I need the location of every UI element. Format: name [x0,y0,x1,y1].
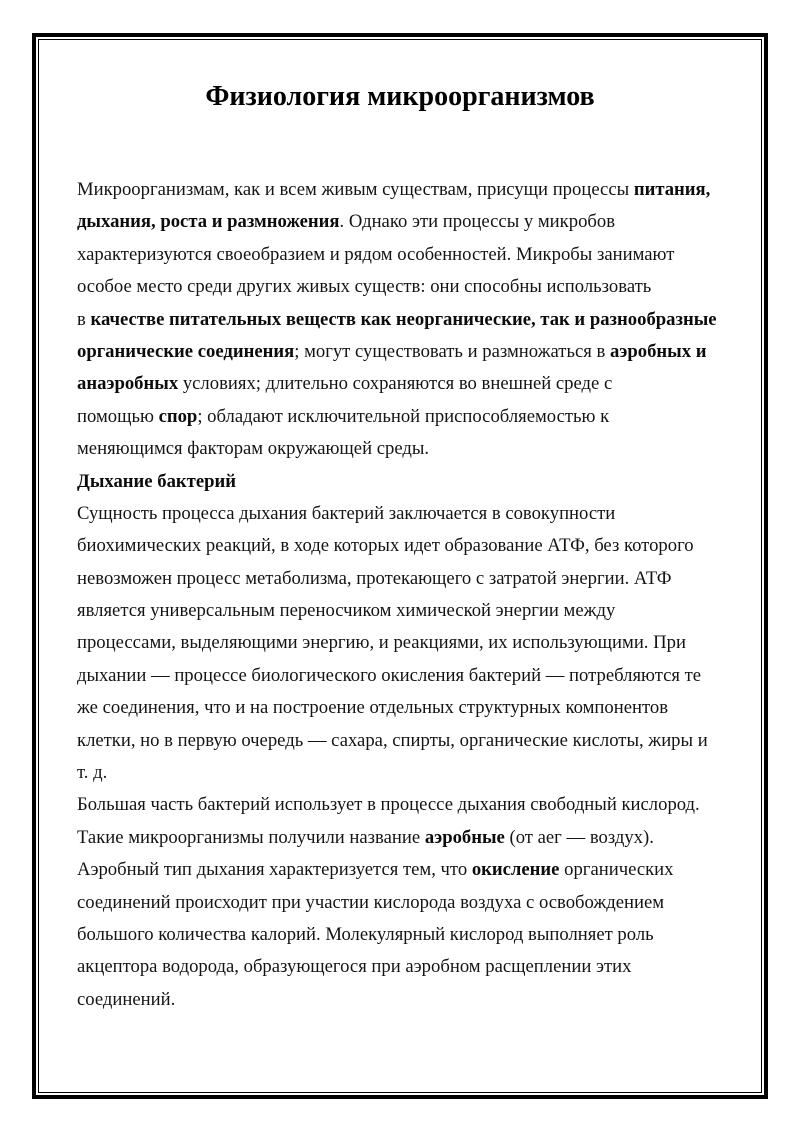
text-run: клетки, но в первую очередь — сахара, спирты, органические кислоты, жиры и [77,729,708,751]
text-run: Такие микроорганизмы получили название [77,826,425,848]
text-run: ; могут существовать и размножаться в [294,340,610,362]
text-run: же соединения, что и на построение отдельных структурных компонентов [77,697,669,719]
text-line [77,984,717,1016]
text-run: соединений происходит при участии кислорода воздуха с освобождением [77,891,665,913]
text-line [77,304,717,336]
text-line [77,433,717,465]
text-line [77,692,717,724]
text-line [77,368,717,400]
text-line [77,951,717,983]
text-line [77,595,717,627]
text-run: невозможен процесс метаболизма, протекающего с затратой энергии. АТФ [77,567,672,589]
text-run: дыхании — процессе биологического окисления бактерий — потребляются те [77,664,702,686]
text-run: большого количества калорий. Молекулярный кислород выполняет роль [77,923,654,945]
bold-text-run: анаэробных [77,373,179,395]
text-run: в [77,308,91,330]
bold-text-run: аэробных и [609,340,707,362]
document-title: Физиология микроорганизмов [205,81,595,112]
text-run: меняющимся факторам окружающей среды. [77,438,430,460]
text-line [77,174,717,206]
text-line [77,627,717,659]
text-run: является универсальным переносчиком химической энергии между [77,600,616,622]
text-run: акцептора водорода, образующегося при аэробном расщеплении этих [77,956,632,978]
text-run: особое место среди других живых существ: они способны использовать [77,276,652,298]
text-run: Аэробный тип дыхания характеризуется тем, что [77,859,472,881]
text-run: Сущность процесса дыхания бактерий заключается в совокупности [77,502,616,524]
bold-text-run: качестве питательных веществ как неорганические, так и разнообразные [90,308,717,330]
text-run: соединений. [77,988,176,1010]
text-line [77,822,717,854]
bold-text-run: окисление [471,859,560,881]
bold-text-run: аэробные [424,826,505,848]
text-line [77,660,717,692]
text-line [77,563,717,595]
text-line [77,919,717,951]
text-run: ; обладают исключительной приспособляемостью к [197,405,610,427]
text-line [77,206,717,238]
text-run: органических [559,859,674,881]
text-line [77,271,717,303]
text-line [77,530,717,562]
text-line [77,854,717,886]
text-line [77,498,717,530]
bold-text-run: питания, [633,179,711,200]
text-line [77,401,717,433]
text-run: помощью [77,405,159,427]
text-run: т. д. [77,762,108,784]
document-body [77,174,717,1016]
text-line [77,466,717,498]
bold-text-run: Дыхание бактерий [77,470,236,492]
paragraph [77,789,717,1016]
text-run: (от аег — воздух). [504,826,654,848]
text-run: условиях; длительно сохраняются во внешней среде с [178,373,613,395]
text-line [77,789,717,821]
bold-text-run: дыхания, роста и размножения [77,211,340,233]
text-line [77,725,717,757]
text-run: биохимических реакций, в ходе которых идет образование АТФ, без которого [77,535,694,557]
text-run: характеризуются своеобразием и рядом особенностей. Микробы занимают [77,243,675,265]
bold-text-run: органические соединения [77,340,295,362]
text-run: Большая часть бактерий использует в процессе дыхания свободный кислород. [77,794,700,816]
text-run: процессами, выделяющими энергию, и реакциями, их использующими. При [77,632,686,654]
bold-text-run: спор [158,405,198,427]
text-line [77,887,717,919]
text-line [77,757,717,789]
text-line [77,336,717,368]
paragraph [77,174,717,466]
section-heading [77,466,717,498]
text-run: . Однако эти процессы у микробов [339,211,616,233]
paragraph [77,498,717,790]
text-run: Микроорганизмам, как и всем живым существам, присущи процессы [77,179,634,200]
text-line [77,239,717,271]
